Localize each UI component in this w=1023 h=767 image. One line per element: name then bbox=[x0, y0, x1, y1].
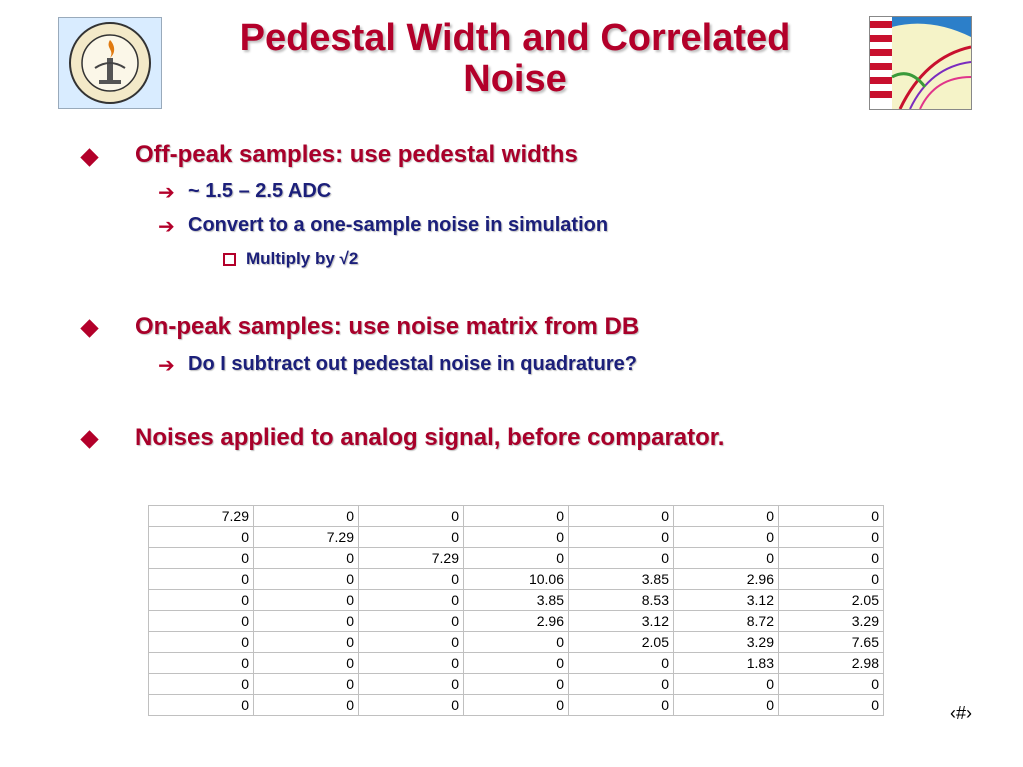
table-cell: 0 bbox=[254, 590, 359, 611]
uscms-flag-icon bbox=[870, 17, 971, 109]
table-cell: 0 bbox=[464, 695, 569, 716]
bullet-1-text: Off-peak samples: use pedestal widths bbox=[135, 141, 578, 168]
table-cell: 0 bbox=[359, 527, 464, 548]
table-cell: 10.06 bbox=[464, 569, 569, 590]
bullet-2-text: On-peak samples: use noise matrix from DB bbox=[135, 313, 640, 340]
table-cell: 1.83 bbox=[674, 653, 779, 674]
table-cell: 0 bbox=[359, 590, 464, 611]
table-cell: 0 bbox=[674, 548, 779, 569]
slide-title-line1: Pedestal Width and Correlated bbox=[239, 17, 791, 59]
table-cell: 0 bbox=[254, 674, 359, 695]
bullet-diamond-icon bbox=[80, 148, 98, 166]
table-cell: 0 bbox=[149, 590, 254, 611]
table-row bbox=[149, 674, 884, 695]
table-cell: 0 bbox=[779, 506, 884, 527]
table-cell: 7.29 bbox=[149, 506, 254, 527]
table-cell: 0 bbox=[569, 695, 674, 716]
arrow-right-icon: ➔ bbox=[158, 182, 175, 204]
table-cell: 0 bbox=[254, 611, 359, 632]
table-cell: 2.96 bbox=[674, 569, 779, 590]
table-cell: 3.85 bbox=[569, 569, 674, 590]
table-cell: 0 bbox=[569, 527, 674, 548]
table-cell: 0 bbox=[149, 695, 254, 716]
table-cell: 0 bbox=[254, 632, 359, 653]
uscms-logo bbox=[869, 16, 972, 110]
table-row bbox=[149, 590, 884, 611]
table-row bbox=[149, 506, 884, 527]
bullet-1-sub-1-text: ~ 1.5 – 2.5 ADC bbox=[188, 180, 332, 202]
table-cell: 0 bbox=[779, 695, 884, 716]
table-cell: 0 bbox=[779, 569, 884, 590]
table-cell: 0 bbox=[359, 611, 464, 632]
table-row bbox=[149, 653, 884, 674]
table-cell: 0 bbox=[674, 527, 779, 548]
table-cell: 0 bbox=[779, 674, 884, 695]
table-cell: 0 bbox=[674, 674, 779, 695]
table-cell: 0 bbox=[674, 506, 779, 527]
page-number: ‹#› bbox=[950, 703, 972, 723]
table-cell: 0 bbox=[254, 653, 359, 674]
table-cell: 0 bbox=[464, 674, 569, 695]
table-cell: 0 bbox=[464, 527, 569, 548]
table-cell: 0 bbox=[569, 548, 674, 569]
table-cell: 3.12 bbox=[674, 590, 779, 611]
slide-title bbox=[170, 18, 860, 100]
table-cell: 0 bbox=[149, 632, 254, 653]
table-cell: 0 bbox=[464, 632, 569, 653]
table-cell: 0 bbox=[149, 674, 254, 695]
table-row bbox=[149, 695, 884, 716]
table-cell: 0 bbox=[254, 695, 359, 716]
table-cell: 0 bbox=[464, 653, 569, 674]
arrow-right-icon: ➔ bbox=[158, 355, 175, 377]
caltech-seal-logo bbox=[58, 17, 162, 109]
table-cell: 0 bbox=[149, 611, 254, 632]
table-cell: 7.29 bbox=[359, 548, 464, 569]
table-cell: 0 bbox=[149, 548, 254, 569]
table-cell: 3.29 bbox=[674, 632, 779, 653]
bullet-1-sub-2-sub-1-text: Multiply by √2 bbox=[246, 249, 359, 268]
table-cell: 0 bbox=[674, 695, 779, 716]
table-cell: 7.29 bbox=[254, 527, 359, 548]
table-cell: 0 bbox=[779, 527, 884, 548]
table-cell: 3.12 bbox=[569, 611, 674, 632]
table-cell: 0 bbox=[254, 569, 359, 590]
table-row bbox=[149, 569, 884, 590]
table-cell: 0 bbox=[254, 548, 359, 569]
square-bullet-icon bbox=[223, 253, 236, 266]
table-cell: 0 bbox=[359, 506, 464, 527]
table-cell: 0 bbox=[569, 653, 674, 674]
arrow-right-icon: ➔ bbox=[158, 216, 175, 238]
table-cell: 0 bbox=[149, 569, 254, 590]
table-cell: 0 bbox=[779, 548, 884, 569]
table-cell: 2.96 bbox=[464, 611, 569, 632]
table-cell: 0 bbox=[359, 653, 464, 674]
bullet-2-sub-1-text: Do I subtract out pedestal noise in quadrature? bbox=[188, 353, 637, 375]
table-cell: 3.29 bbox=[779, 611, 884, 632]
table-cell: 0 bbox=[359, 632, 464, 653]
table-cell: 7.65 bbox=[779, 632, 884, 653]
slide-title-line2: Noise bbox=[463, 58, 567, 100]
table-cell: 0 bbox=[359, 569, 464, 590]
table-cell: 0 bbox=[149, 527, 254, 548]
bullet-1-sub-2-text: Convert to a one-sample noise in simulation bbox=[188, 214, 609, 236]
bullet-3-text: Noises applied to analog signal, before comparator. bbox=[135, 424, 725, 451]
table-cell: 0 bbox=[569, 506, 674, 527]
table-cell: 0 bbox=[464, 548, 569, 569]
table-row bbox=[149, 548, 884, 569]
noise-matrix-table bbox=[148, 505, 884, 716]
table-cell: 2.98 bbox=[779, 653, 884, 674]
table-row bbox=[149, 611, 884, 632]
caltech-seal-icon bbox=[59, 18, 161, 108]
table-cell: 3.85 bbox=[464, 590, 569, 611]
table-cell: 2.05 bbox=[779, 590, 884, 611]
table-cell: 8.53 bbox=[569, 590, 674, 611]
table-cell: 0 bbox=[359, 674, 464, 695]
table-cell: 0 bbox=[464, 506, 569, 527]
table-row bbox=[149, 527, 884, 548]
table-cell: 2.05 bbox=[569, 632, 674, 653]
table-cell: 0 bbox=[569, 674, 674, 695]
bullet-diamond-icon bbox=[80, 430, 98, 448]
table-cell: 0 bbox=[149, 653, 254, 674]
table-cell: 0 bbox=[359, 695, 464, 716]
table-cell: 8.72 bbox=[674, 611, 779, 632]
table-cell: 0 bbox=[254, 506, 359, 527]
table-row bbox=[149, 632, 884, 653]
bullet-diamond-icon bbox=[80, 319, 98, 337]
